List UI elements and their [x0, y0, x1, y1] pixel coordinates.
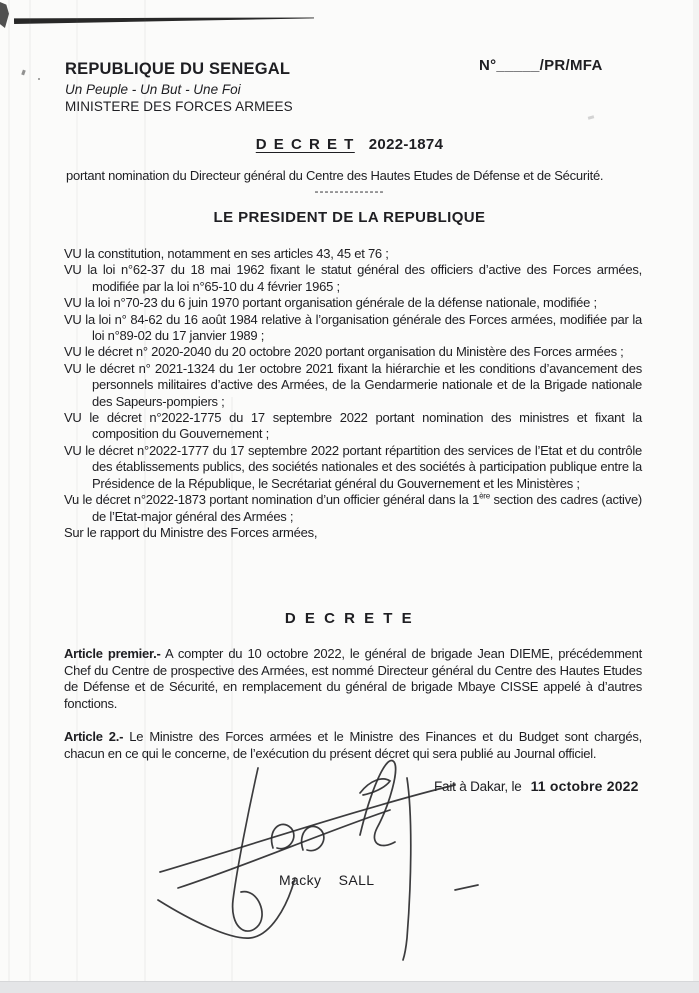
decrete-heading: D E C R E T E — [284, 610, 415, 627]
article-premier — [64, 646, 642, 712]
ministry-name: MINISTERE DES FORCES ARMEES — [65, 99, 293, 114]
signer-name: Macky SALL — [279, 872, 375, 888]
president-heading: LE PRESIDENT DE LA REPUBLIQUE — [213, 209, 486, 226]
scan-speck — [38, 78, 40, 80]
decree-reference-number: N°_____/PR/MFA — [479, 57, 603, 74]
visa-item: VU la loi n°62-37 du 18 mai 1962 fixant le statut général des officiers d’active des Forces armées, modifiée par la loi n°65-10 du 4 février 1965 ; — [64, 262, 642, 294]
national-motto: Un Peuple - Un But - Une Foi — [65, 82, 241, 97]
decree-subject: portant nomination du Directeur général du Centre des Hautes Etudes de Défense et de Sécurité. — [66, 168, 604, 183]
republic-title: REPUBLIQUE DU SENEGAL — [65, 60, 291, 78]
article-text: Le Ministre des Forces armées et le Ministre des Finances et du Budget sont chargés, chacun en ce qui le concerne, de l’exécution du présent décret qui sera publié au Journal officiel. — [64, 729, 642, 761]
visa-item: VU la constitution, notamment en ses articles 43, 45 et 76 ; — [64, 246, 389, 261]
signature-date: 11 octobre 2022 — [530, 778, 639, 794]
decree-title — [0, 136, 699, 153]
scan-speck — [588, 115, 595, 119]
visa-item: Vu le décret n°2022-1873 portant nomination d’un officier général dans la 1ère section des cadres (active) de l’Etat-major général des Armées ; — [64, 491, 643, 524]
letterhead — [65, 60, 293, 114]
scan-artifact-line — [14, 14, 314, 24]
visa-item: VU le décret n° 2021-1324 du 1er octobre 2021 fixant la hiérarchie et les conditions d’avancement des personnels militaires d’active des Armées, de la Gendarmerie nationale et de la Brigade nationale des Sapeurs-pompiers ; — [64, 360, 642, 409]
visa-item: VU le décret n°2022-1777 du 17 septembre 2022 portant répartition des services de l’Etat et du contrôle des établissements publics, des sociétés nationales et des sociétés à participation publique entre la Présidence de la République, le Secrétariat général du Gouvernement et les Ministères ; — [64, 442, 642, 491]
visa-item: VU le décret n°2022-1775 du 17 septembre 2022 portant nomination des ministres et fixant la composition du Gouvernement ; — [64, 410, 642, 442]
articles-section — [64, 646, 642, 780]
signature-place-date — [434, 778, 639, 794]
article-text: A compter du 10 octobre 2022, le général de brigade Jean DIEME, précédemment Chef du Centre de prospective des Armées, est nommé Directeur général du Centre des Hautes Etudes de Défense et de Sécurité, en remplacement du général de brigade Mbaye CISSE appelé à d’autres fonctions. — [64, 646, 642, 711]
decree-number: 2022-1874 — [368, 136, 444, 153]
dash-separator: -------------- — [314, 184, 385, 198]
visa-list — [64, 246, 642, 541]
place-line: Fait à Dakar, le — [434, 779, 522, 794]
visa-item: VU le décret n° 2020-2040 du 20 octobre 2020 portant organisation du Ministère des Forces armées ; — [64, 344, 624, 360]
visa-item: VU la loi n°70-23 du 6 juin 1970 portant organisation générale de la défense nationale, modifiée ; — [64, 295, 597, 311]
scan-speck — [21, 70, 26, 76]
article-2 — [64, 729, 642, 762]
scan-bottom-band — [0, 981, 699, 993]
rapport-line: Sur le rapport du Ministre des Forces armées, — [64, 524, 318, 540]
decree-word: D E C R E T — [255, 136, 355, 153]
article-label: Article 2.- — [64, 729, 124, 745]
visa-item: VU la loi n° 84-62 du 16 août 1984 relative à l’organisation générale des Forces armées, modifiée par la loi n°89-02 du 17 janvier 1989 ; — [64, 311, 642, 344]
article-label: Article premier.- — [64, 646, 161, 661]
